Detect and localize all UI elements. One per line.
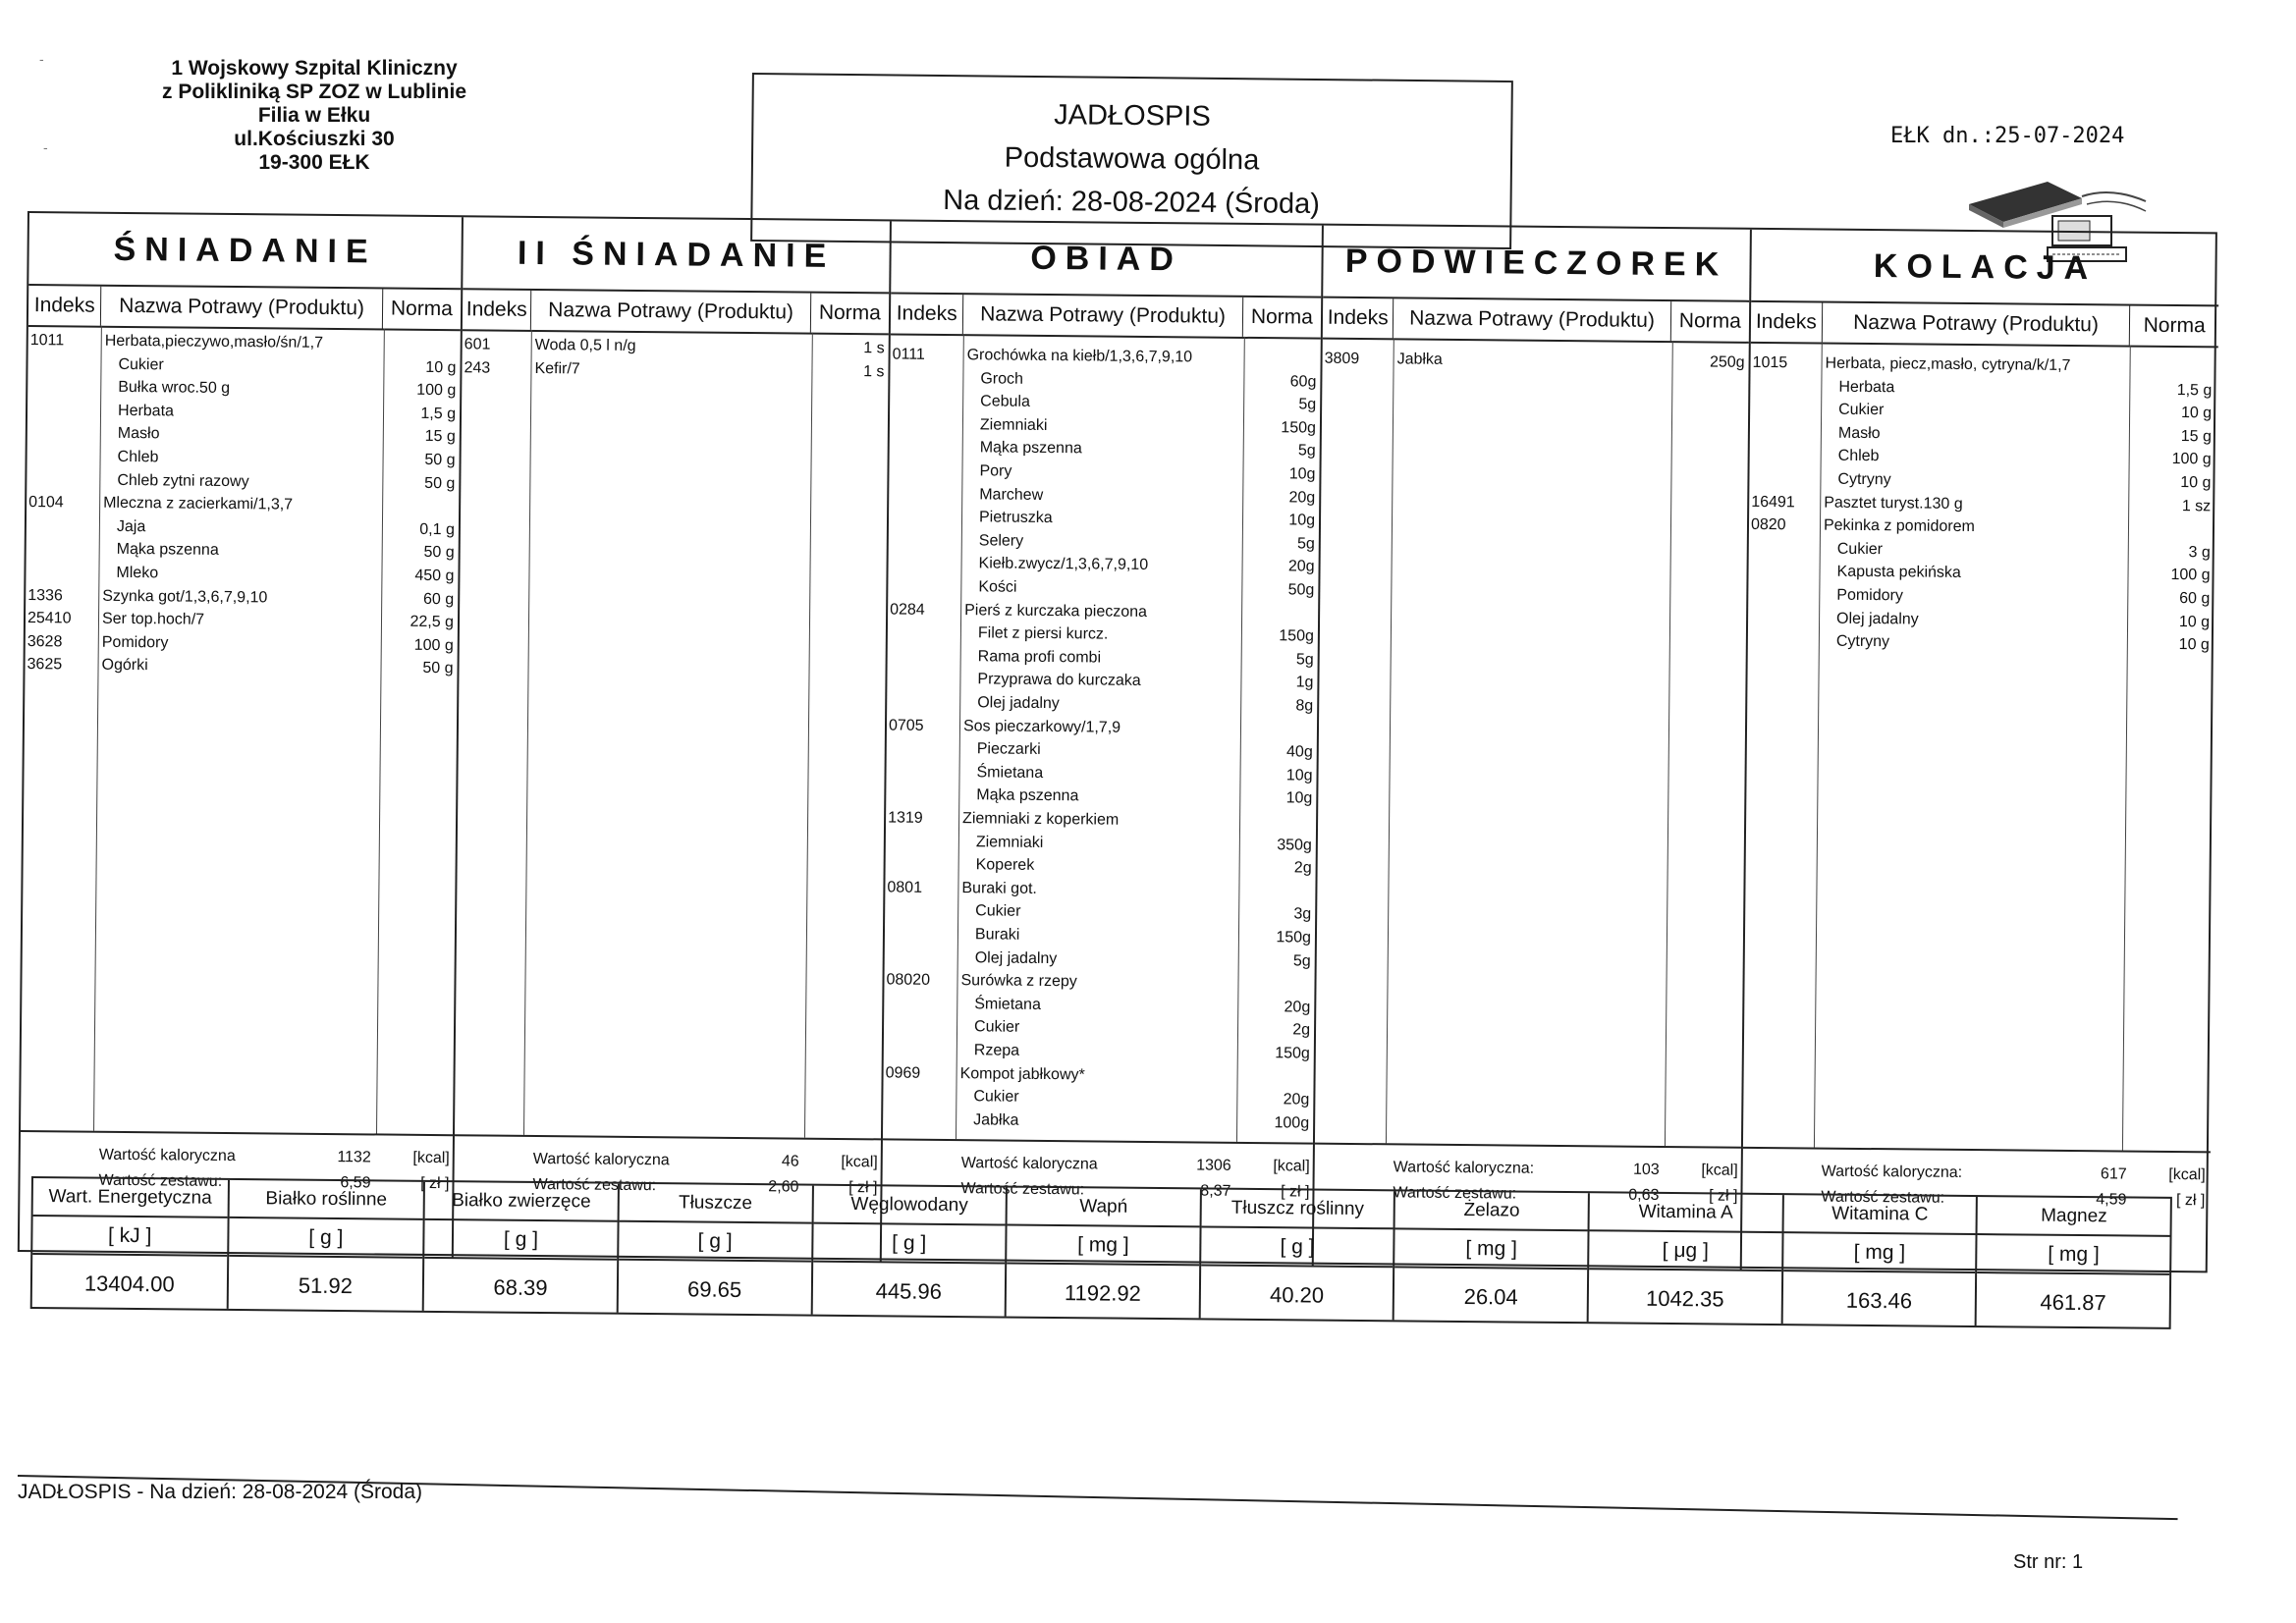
item-name: Filet z piersi kurcz. (977, 624, 1109, 643)
footer-text: JADŁOSPIS - Na dzień: 28-08-2024 (Środa) (18, 1481, 423, 1503)
summary-zl-unit: [ zł ] (1281, 1183, 1310, 1201)
nutrition-column (1201, 1189, 1396, 1320)
item-norm: 2g (1292, 1021, 1311, 1039)
item-name: Sos pieczarkowy/1,7,9 (962, 717, 1121, 736)
column-header-norm: Norma (1250, 304, 1314, 329)
item-norm (1237, 1064, 1310, 1065)
column-header-norm: Norma (390, 297, 454, 321)
summary-cost-value: 2,60 (768, 1178, 799, 1196)
item-norm: 5g (1297, 442, 1316, 460)
item-name: Śmietana (974, 996, 1041, 1013)
column-header-norm: Norma (818, 300, 882, 325)
item-norm: 10 g (425, 358, 457, 376)
item-name: Cebula (980, 393, 1030, 410)
column-divider (523, 330, 532, 1135)
scan-mark: - (43, 139, 48, 155)
item-norm (2128, 517, 2211, 518)
item-norm: 10 g (2180, 474, 2212, 492)
menu-item (883, 1108, 1313, 1135)
item-norm: 350g (1277, 836, 1312, 854)
nutrition-column (424, 1182, 620, 1313)
summary-calories-label: Wartość kaloryczna: (1821, 1163, 1963, 1181)
meal-column (454, 217, 892, 1262)
item-name: Ogórki (101, 657, 148, 675)
hospital-line: 1 Wojskowy Szpital Kliniczny (171, 57, 458, 80)
summary-kcal-unit: [kcal] (841, 1153, 878, 1171)
nutrition-value: 26.04 (1463, 1284, 1518, 1310)
nutrition-value: 13404.00 (83, 1271, 175, 1297)
item-index: 25410 (27, 610, 72, 627)
summary-calories-value: 46 (781, 1153, 799, 1170)
column-headers (28, 286, 461, 331)
nutrition-value: 51.92 (298, 1272, 354, 1299)
column-header-norm: Norma (2143, 313, 2206, 338)
nutrition-value: 445.96 (875, 1278, 943, 1304)
item-norm: 50 g (424, 474, 456, 492)
item-name: Mąka pszenna (976, 786, 1079, 805)
nutrition-value: 163.46 (1845, 1287, 1913, 1314)
column-header-index: Indeks (1751, 302, 1823, 343)
column-header-name: Nazwa Potrawy (Produktu) (963, 295, 1243, 337)
nutrition-unit: [ g ] (813, 1224, 1006, 1265)
item-index: 3809 (1324, 350, 1360, 368)
meal-title: KOLACJA (1751, 230, 2219, 307)
item-name: Pory (979, 462, 1012, 480)
summary-calories-label: Wartość kaloryczna (532, 1150, 670, 1169)
item-norm: 150g (1276, 929, 1312, 947)
item-norm: 22,5 g (410, 613, 455, 631)
item-norm: 5g (1295, 651, 1314, 669)
item-norm: 15 g (424, 428, 456, 446)
item-index: 0801 (887, 879, 923, 896)
summary-cost-value: 0,63 (1628, 1186, 1660, 1204)
item-name: Ziemniaki (979, 416, 1048, 434)
item-name: Masło (1837, 424, 1881, 442)
page-number: Str nr: 1 (2013, 1551, 2084, 1573)
item-norm: 250g (1709, 353, 1745, 371)
menu-table (18, 211, 2219, 1272)
nutrition-label: Żelazo (1395, 1191, 1588, 1231)
item-norm: 100 g (413, 636, 454, 654)
item-norm: 100 g (2171, 451, 2212, 468)
diet-type: Podstawowa ogólna (1004, 141, 1260, 177)
item-name: Ziemniaki (975, 833, 1044, 851)
nutrition-unit: [ g ] (424, 1220, 617, 1261)
nutrition-label: Magnez (1978, 1197, 2170, 1237)
item-norm: 50g (1287, 581, 1315, 599)
item-name: Selery (978, 532, 1024, 550)
meal-title: PODWIECZOREK (1323, 226, 1750, 302)
nutrition-column (1589, 1193, 1784, 1324)
nutrition-column (812, 1186, 1008, 1317)
item-index: 1015 (1752, 353, 1788, 372)
item-name: Herbata, piecz,masło, cytryna/k/1,7 (1825, 354, 2071, 374)
item-norm: 0,1 g (419, 520, 455, 538)
menu-item (1748, 629, 2215, 658)
item-norm: 150g (1279, 627, 1314, 645)
column-headers (891, 294, 1321, 339)
column-divider (1665, 341, 1673, 1146)
hospital-line: z Polikliniką SP ZOZ w Lublinie (162, 81, 466, 103)
meal-items (883, 333, 1321, 1142)
item-name: Pierś z kurczaka pieczona (964, 601, 1148, 621)
summary-kcal-unit: [kcal] (2168, 1165, 2206, 1184)
item-name: Bułka wroc.50 g (118, 379, 231, 398)
item-name: Mleczna z zacierkami/1,3,7 (103, 494, 294, 514)
meal-column (882, 221, 1324, 1266)
item-name: Mąka pszenna (116, 541, 219, 560)
item-index: 3625 (27, 656, 63, 674)
item-norm: 60 g (2179, 590, 2211, 608)
meal-column (20, 213, 464, 1258)
summary-calories-value: 103 (1632, 1161, 1660, 1178)
nutrition-label: Białko zwierzęce (425, 1182, 618, 1222)
nutrition-column (228, 1180, 425, 1311)
item-norm: 10 g (2180, 405, 2213, 422)
print-date: EŁK dn.:25-07-2024 (1890, 124, 2125, 148)
item-name: Kiełb.zwycz/1,3,6,7,9,10 (978, 555, 1149, 574)
summary-zl-unit: [ zł ] (420, 1174, 450, 1193)
item-name: Herbata (117, 402, 175, 420)
summary-kcal-unit: [kcal] (1273, 1158, 1310, 1175)
nutrition-unit: [ mg ] (1978, 1235, 2170, 1275)
item-name: Chleb zytni razowy (117, 471, 249, 490)
item-index: 0969 (885, 1064, 921, 1082)
item-name: Śmietana (976, 764, 1044, 782)
item-name: Pietruszka (978, 509, 1053, 527)
item-norm: 20g (1283, 1091, 1310, 1109)
item-norm: 1,5 g (420, 405, 457, 422)
item-norm: 10 g (2178, 636, 2210, 654)
item-name: Ser top.hoch/7 (101, 610, 205, 628)
nutrition-label: Białko roślinne (229, 1180, 423, 1220)
item-name: Herbata,pieczywo,masło/śn/1,7 (104, 332, 324, 352)
meal-items (21, 325, 461, 1134)
summary-cost-value: 4,59 (2096, 1191, 2127, 1209)
menu-item (1322, 348, 1748, 375)
item-norm: 20g (1288, 488, 1316, 507)
item-index: 1011 (29, 332, 65, 350)
item-index: 1336 (27, 586, 63, 604)
column-headers (1323, 298, 1749, 344)
item-norm: 100 g (2170, 567, 2211, 584)
item-norm (1239, 880, 1312, 881)
item-norm (1238, 972, 1311, 973)
meal-column (1314, 226, 1752, 1271)
item-norm: 20g (1287, 558, 1315, 575)
summary-calories-label: Wartość kaloryczna: (1393, 1159, 1535, 1177)
nutrition-column (619, 1184, 814, 1315)
item-name: Pomidory (101, 633, 169, 652)
scan-mark: - (39, 51, 44, 67)
item-name: Buraki (974, 926, 1020, 944)
item-name: Chleb (1837, 448, 1880, 465)
summary-calories-value: 617 (2100, 1165, 2127, 1183)
summary-kcal-unit: [kcal] (412, 1149, 450, 1167)
nutrition-value: 461.87 (2040, 1289, 2106, 1316)
column-headers (1751, 302, 2218, 349)
item-index: 3628 (27, 632, 63, 651)
summary-cost-label: Wartość zestawu: (98, 1171, 223, 1190)
item-name: Kapusta pekińska (1836, 564, 1961, 582)
item-norm: 1g (1295, 674, 1314, 691)
summary-zl-unit: [ zł ] (848, 1179, 878, 1197)
summary-calories-label: Wartość kaloryczna (960, 1155, 1098, 1173)
item-name: Jabłka (973, 1111, 1019, 1129)
column-header-norm: Norma (1678, 309, 1741, 333)
item-name: Mleko (116, 564, 159, 582)
nutrition-table (30, 1176, 2172, 1329)
item-norm: 10g (1285, 789, 1313, 807)
item-index: 0705 (888, 717, 924, 734)
item-norm: 10g (1288, 465, 1316, 483)
nutrition-column (1394, 1191, 1590, 1322)
item-norm: 40g (1285, 743, 1313, 761)
column-header-name: Nazwa Potrawy (Produktu) (531, 291, 811, 333)
nutrition-label: Węglowodany (813, 1186, 1006, 1226)
item-name: Mąka pszenna (979, 439, 1082, 458)
hospital-line: 19-300 EŁK (258, 151, 370, 174)
item-index: 1319 (888, 809, 923, 827)
column-divider (1386, 338, 1394, 1143)
item-name: Cukier (1838, 401, 1885, 419)
nutrition-value: 68.39 (493, 1274, 548, 1301)
nutrition-unit: [ mg ] (1395, 1229, 1588, 1270)
item-norm: 20g (1284, 999, 1311, 1016)
item-index: 0111 (892, 346, 925, 363)
summary-cost-label: Wartość zestawu: (1821, 1188, 1945, 1207)
menu-date: Na dzień: 28-08-2024 (Środa) (943, 184, 1321, 221)
item-norm (1239, 810, 1312, 811)
item-name: Pieczarki (976, 740, 1041, 759)
hospital-line: Filia w Ełku (257, 104, 371, 127)
item-norm (384, 332, 457, 333)
item-name: Cytryny (1835, 632, 1890, 651)
nutrition-value: 1192.92 (1064, 1280, 1141, 1306)
summary-zl-unit: [ zł ] (1709, 1187, 1738, 1205)
item-norm: 150g (1275, 1045, 1310, 1062)
item-name: Olej jadalny (977, 694, 1060, 713)
item-name: Cukier (973, 1088, 1019, 1106)
item-name: Marchew (979, 485, 1044, 504)
item-name: Pasztet turyst.130 g (1824, 494, 1963, 513)
meal-title: OBIAD (891, 221, 1322, 298)
item-name: Kości (978, 578, 1017, 596)
item-norm: 5g (1298, 396, 1317, 413)
item-norm: 1,5 g (2176, 381, 2213, 399)
nutrition-unit: [ g ] (1201, 1227, 1394, 1268)
item-norm: 450 g (414, 567, 455, 585)
item-name: Masło (117, 425, 160, 443)
nutrition-unit: [ μg ] (1589, 1231, 1781, 1271)
item-name: Olej jadalny (1836, 610, 1919, 628)
item-name: Woda 0,5 l n/g (534, 336, 636, 354)
item-name: Surówka z rzepy (960, 972, 1077, 991)
item-norm: 5g (1296, 535, 1315, 553)
column-header-index: Indeks (1323, 298, 1394, 339)
nutrition-unit: [ mg ] (1007, 1226, 1199, 1267)
item-name: Cukier (975, 902, 1021, 921)
item-name: Grochówka na kiełb/1,3,6,7,9,10 (966, 347, 1193, 366)
item-name: Herbata (1838, 378, 1895, 396)
summary-cost-label: Wartość zestawu: (532, 1175, 657, 1195)
column-header-index: Indeks (891, 294, 964, 334)
item-norm: 3g (1293, 905, 1312, 923)
summary-cost-label: Wartość zestawu: (960, 1180, 1085, 1199)
item-name: Jabłka (1396, 351, 1443, 368)
summary-cost-value: 6,59 (340, 1174, 371, 1192)
menu-grid (18, 211, 2217, 1272)
item-norm (1244, 347, 1317, 348)
item-norm (1241, 601, 1314, 602)
item-name: Rama profi combi (977, 648, 1102, 667)
summary-calories-label: Wartość kaloryczna (98, 1146, 236, 1165)
item-norm: 60 g (423, 590, 455, 608)
nutrition-label: Tłuszcze (620, 1184, 812, 1224)
item-name: Jaja (116, 517, 146, 535)
item-norm: 10g (1285, 767, 1313, 784)
column-header-index: Indeks (28, 286, 102, 326)
nutrition-label: Wapń (1008, 1188, 1200, 1228)
item-name: Buraki got. (961, 879, 1037, 897)
item-name: Cukier (973, 1018, 1020, 1037)
item-name: Groch (980, 369, 1024, 388)
item-name: Pekinka z pomidorem (1823, 516, 1975, 536)
item-index: 16491 (1751, 493, 1795, 511)
nutrition-column (1977, 1197, 2170, 1327)
item-norm: 1 s (863, 362, 885, 380)
item-norm: 10 g (2178, 613, 2211, 630)
page-title: JADŁOSPIS (1054, 99, 1211, 133)
item-norm: 15 g (2180, 427, 2212, 446)
item-norm: 8g (1295, 697, 1314, 715)
item-norm: 1 s (863, 340, 885, 357)
column-header-name: Nazwa Potrawy (Produktu) (1394, 298, 1671, 341)
item-norm: 1 sz (2181, 497, 2212, 514)
item-name: Rzepa (973, 1042, 1020, 1059)
item-name: Kefir/7 (534, 359, 580, 378)
hospital-header (128, 57, 501, 175)
item-norm (1240, 717, 1313, 718)
item-index: 0820 (1750, 516, 1786, 534)
item-norm: 50 g (422, 660, 454, 677)
item-norm (2130, 355, 2213, 356)
item-index: 0284 (890, 601, 925, 619)
menu-item (462, 356, 888, 384)
item-norm: 3 g (2188, 543, 2211, 562)
item-norm: 100g (1274, 1114, 1310, 1132)
item-norm: 50 g (424, 451, 456, 469)
nutrition-column (32, 1178, 230, 1309)
item-norm (382, 495, 455, 496)
summary-calories-value: 1306 (1196, 1157, 1231, 1174)
item-norm: 10g (1288, 512, 1316, 529)
nutrition-label: Wart. Energetyczna (33, 1178, 228, 1218)
nutrition-unit: [ mg ] (1783, 1233, 1976, 1273)
item-norm: 2g (1293, 859, 1312, 877)
nutrition-unit: [ g ] (229, 1218, 423, 1259)
item-name: Olej jadalny (974, 948, 1058, 967)
meal-items (1743, 342, 2218, 1152)
item-name: Szynka got/1,3,6,7,9,10 (102, 587, 268, 606)
column-divider (804, 333, 813, 1138)
hospital-line: ul.Kościuszki 30 (234, 128, 395, 150)
column-header-name: Nazwa Potrawy (Produktu) (1823, 303, 2131, 346)
summary-cost-value: 8,37 (1200, 1182, 1231, 1200)
item-name: Kompot jabłkowy* (959, 1064, 1085, 1083)
item-norm: 5g (1292, 952, 1311, 970)
item-name: Koperek (975, 856, 1035, 875)
item-norm: 150g (1281, 419, 1317, 437)
meal-title: ŚNIADANIE (28, 213, 462, 290)
nutrition-label: Witamina A (1590, 1193, 1782, 1233)
meal-items (1315, 338, 1749, 1147)
item-norm: 50 g (423, 544, 455, 562)
item-norm: 60g (1289, 372, 1317, 391)
nutrition-label: Witamina C (1783, 1195, 1976, 1235)
item-name: Cukier (118, 355, 164, 373)
item-norm: 100 g (416, 381, 457, 400)
menu-item (25, 653, 457, 680)
meal-items (455, 329, 889, 1138)
summary-calories-value: 1132 (337, 1149, 371, 1166)
column-header-index: Indeks (463, 290, 532, 330)
nutrition-value: 1042.35 (1645, 1285, 1724, 1312)
item-name: Pomidory (1836, 586, 1903, 605)
summary-zl-unit: [ zł ] (2176, 1192, 2206, 1210)
item-name: Przyprawa do kurczaka (977, 671, 1141, 690)
meal-column (1742, 230, 2219, 1275)
item-name: Cytryny (1837, 470, 1891, 489)
nutrition-unit: [ kJ ] (32, 1217, 227, 1257)
nutrition-column (1007, 1188, 1202, 1319)
item-name: Chleb (117, 448, 159, 466)
item-name: Cukier (1836, 540, 1884, 558)
nutrition-label: Tłuszcz roślinny (1201, 1189, 1394, 1229)
nutrition-grid (30, 1176, 2172, 1329)
item-index: 0104 (28, 494, 64, 512)
item-index: 601 (464, 336, 491, 353)
nutrition-value: 69.65 (687, 1276, 742, 1302)
meal-title: II ŚNIADANIE (463, 217, 890, 294)
item-index: 243 (464, 358, 491, 377)
column-header-name: Nazwa Potrawy (Produktu) (101, 287, 383, 329)
nutrition-value: 40.20 (1269, 1282, 1325, 1308)
item-index: 08020 (886, 971, 931, 990)
column-headers (463, 290, 889, 335)
summary-cost-label: Wartość zestawu: (1393, 1184, 1517, 1203)
nutrition-column (1782, 1195, 1978, 1325)
nutrition-unit: [ g ] (619, 1222, 811, 1263)
summary-kcal-unit: [kcal] (1701, 1162, 1738, 1179)
item-name: Ziemniaki z koperkiem (962, 810, 1120, 829)
